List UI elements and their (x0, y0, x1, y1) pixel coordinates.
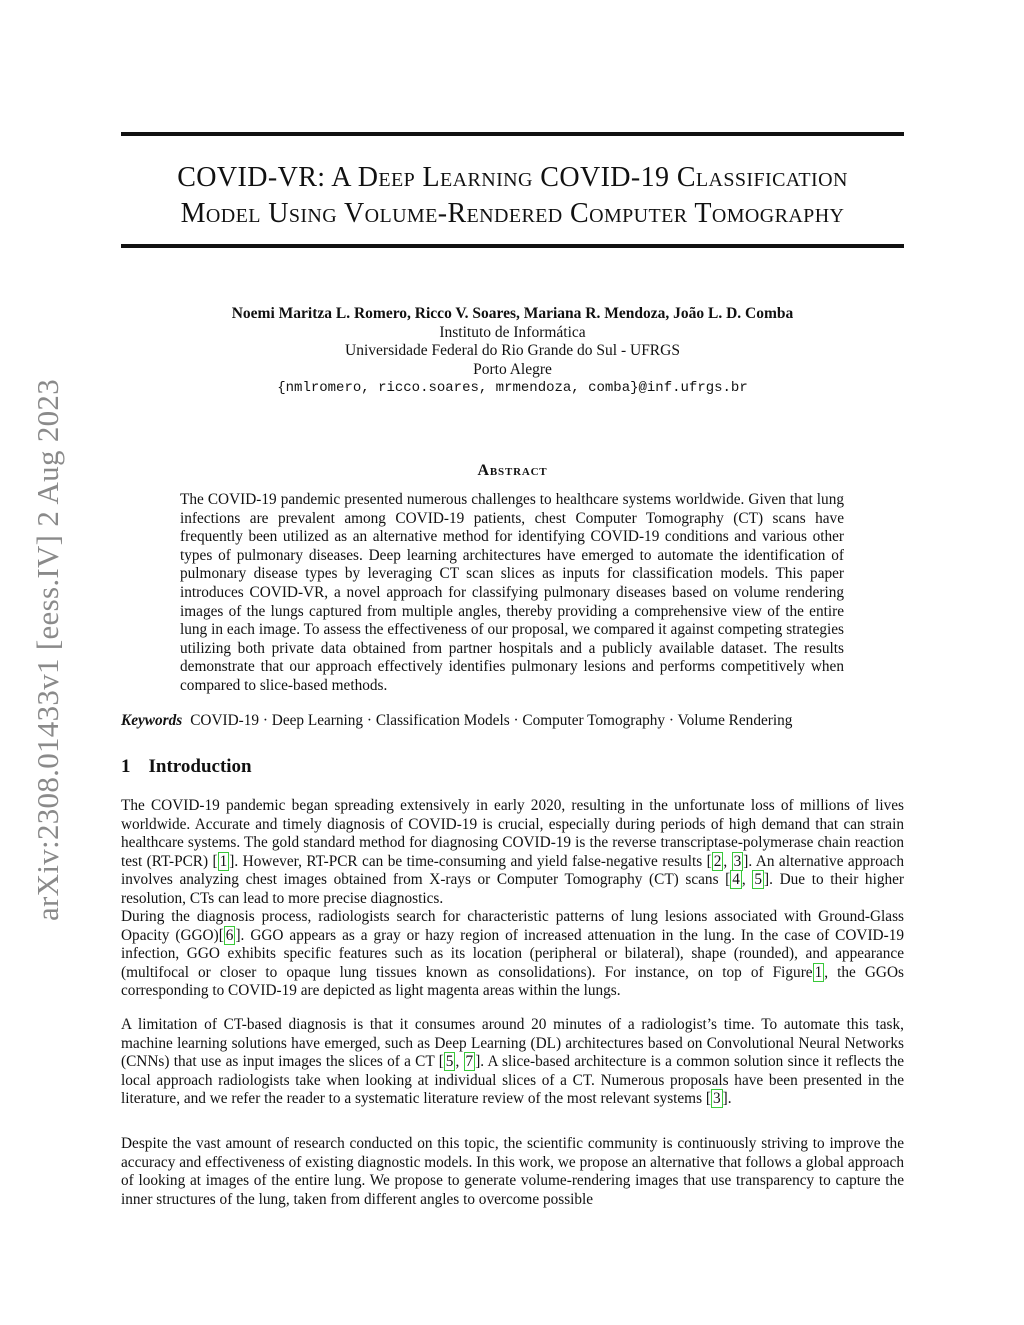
paragraph-text: ]. Due to their higher resolution, CTs can lead to more precise diagnostics. (121, 871, 904, 907)
title-bottom-rule (121, 244, 904, 248)
section-title: Introduction (148, 756, 252, 777)
title-line-1: COVID-VR: A Deep Learning COVID-19 Classification (177, 162, 848, 193)
citation-separator: , (723, 852, 732, 870)
citation-separator: , (741, 871, 753, 889)
paragraph-text: A limitation of CT-based diagnosis is that it consumes around 20 minutes of a radiologist’s time. To automate this task, machine learning solutions have emerged, such as Deep Learning (DL) architectures based on Convolutional Neural Networks (CNNs) that use as input images the slices of a CT [ (121, 1016, 904, 1071)
paragraph-text: ]. However, RT-PCR can be time-consuming and yield false-negative results [ (229, 852, 712, 870)
title-top-rule (121, 132, 904, 136)
intro-paragraph-3 (121, 1016, 904, 1109)
keywords-line (121, 712, 904, 730)
affiliation-city: Porto Alegre (473, 360, 552, 378)
paragraph-text: ]. GGO appears as a gray or hazy region of increased attenuation in the lung. In the case of COVID-19 infection, GGO exhibits specific features such as its location (peripheral or bilateral), shape (rounded), and appearance (multifocal or closer to opaque lung tissues known as consolidations). For instance, on top of Figure (121, 926, 904, 981)
author-block (121, 305, 904, 398)
keywords-text: COVID-19 · Deep Learning · Classification Models · Computer Tomography · Volume Rendering (190, 712, 793, 729)
abstract-text: The COVID-19 pandemic presented numerous challenges to healthcare systems worldwide. Given that lung infections are prevalent among COVID-19 patients, chest Computer Tomography (CT) scans have frequently been utilized as an alternative method for identifying COVID-19 conditions and various other types of pulmonary diseases. Deep learning architectures have emerged to automate the identification of pulmonary disease types by leveraging CT scan slices as inputs for classification models. This paper introduces COVID-VR, a novel approach for classifying pulmonary diseases based on volume rendering images of the lungs captured from multiple angles, thereby providing a comprehensive view of the entire lung in each image. To assess the effectiveness of our proposal, we compared it against competing strategies utilizing both private data obtained from partner hospitals and a publicly available dataset. The results demonstrate that our approach effectively identifies pulmonary lesions and performs competitively when compared to slice-based methods. (180, 491, 844, 694)
keywords-label: Keywords (121, 712, 183, 729)
author-names: Noemi Maritza L. Romero, Ricco V. Soares, Mariana R. Mendoza, João L. D. Comba (231, 305, 794, 322)
citation-separator: , (455, 1053, 464, 1071)
section-number: 1 (121, 756, 131, 777)
intro-paragraph-4: Despite the vast amount of research conducted on this topic, the scientific community is continuously striving to improve the accuracy and effectiveness of existing diagnostic models. In this work, we propose an alternative that follows a global approach of looking at images of the entire lung. We propose to generate volume-rendering images that use transparency to capture the inner structures of the lung, taken from different angles to overcome possible (121, 1135, 904, 1208)
intro-paragraph-2 (121, 908, 904, 1001)
intro-paragraph-1 (121, 797, 904, 909)
title-line-2: Model Using Volume-Rendered Computer Tomography (180, 198, 845, 229)
paragraph-text: The COVID-19 pandemic began spreading extensively in early 2020, resulting in the unfortunate loss of millions of lives worldwide. Accurate and timely diagnosis of COVID-19 is crucial, especially during periods of high demand that can strain healthcare systems. The gold standard method for diagnosing COVID-19 is the reverse transcriptase-polymerase chain reaction test (RT-PCR) [ (121, 797, 904, 870)
abstract-heading: Abstract (477, 462, 548, 479)
citation-link[interactable]: 4 (732, 871, 740, 889)
citation-link[interactable]: 3 (733, 852, 742, 870)
figure-link[interactable]: 1 (814, 963, 823, 981)
affiliation-university: Universidade Federal do Rio Grande do Sul - UFRGS (345, 342, 680, 359)
citation-link[interactable]: 5 (754, 871, 763, 889)
citation-link[interactable]: 3 (712, 1090, 721, 1108)
paper-title (121, 160, 904, 232)
arxiv-identifier-stamp: arXiv:2308.01433v1 [eess.IV] 2 Aug 2023 (30, 378, 65, 922)
citation-link[interactable]: 6 (225, 926, 234, 944)
paragraph-text: During the diagnosis process, radiologists search for characteristic patterns of lung lesions associated with Ground-Glass Opacity (GGO)[ (121, 908, 904, 944)
affiliation-institute: Instituto de Informática (439, 323, 586, 341)
section-heading-introduction (121, 756, 252, 778)
citation-link[interactable]: 2 (713, 852, 722, 870)
citation-link[interactable]: 5 (445, 1053, 454, 1071)
paragraph-text: , the GGOs corresponding to COVID-19 are depicted as light magenta areas within the lungs. (121, 963, 904, 1000)
citation-link[interactable]: 7 (465, 1053, 474, 1071)
paragraph-text: ]. A slice-based architecture is a common solution since it reflects the local approach radiologists take when looking at individual slices of a CT. Numerous proposals have been presented in the literature, and we refer the reader to a systematic literature review of the most relevant systems [ (121, 1053, 904, 1108)
citation-link[interactable]: 1 (219, 852, 228, 870)
paragraph-text: ]. An alternative approach involves analyzing chest images obtained from X-rays or Computer Tomography (CT) scans [ (121, 852, 904, 889)
author-emails: {nmlromero, ricco.soares, mrmendoza, comba}@inf.ufrgs.br (277, 380, 748, 396)
paragraph-text: ]. (722, 1090, 732, 1108)
